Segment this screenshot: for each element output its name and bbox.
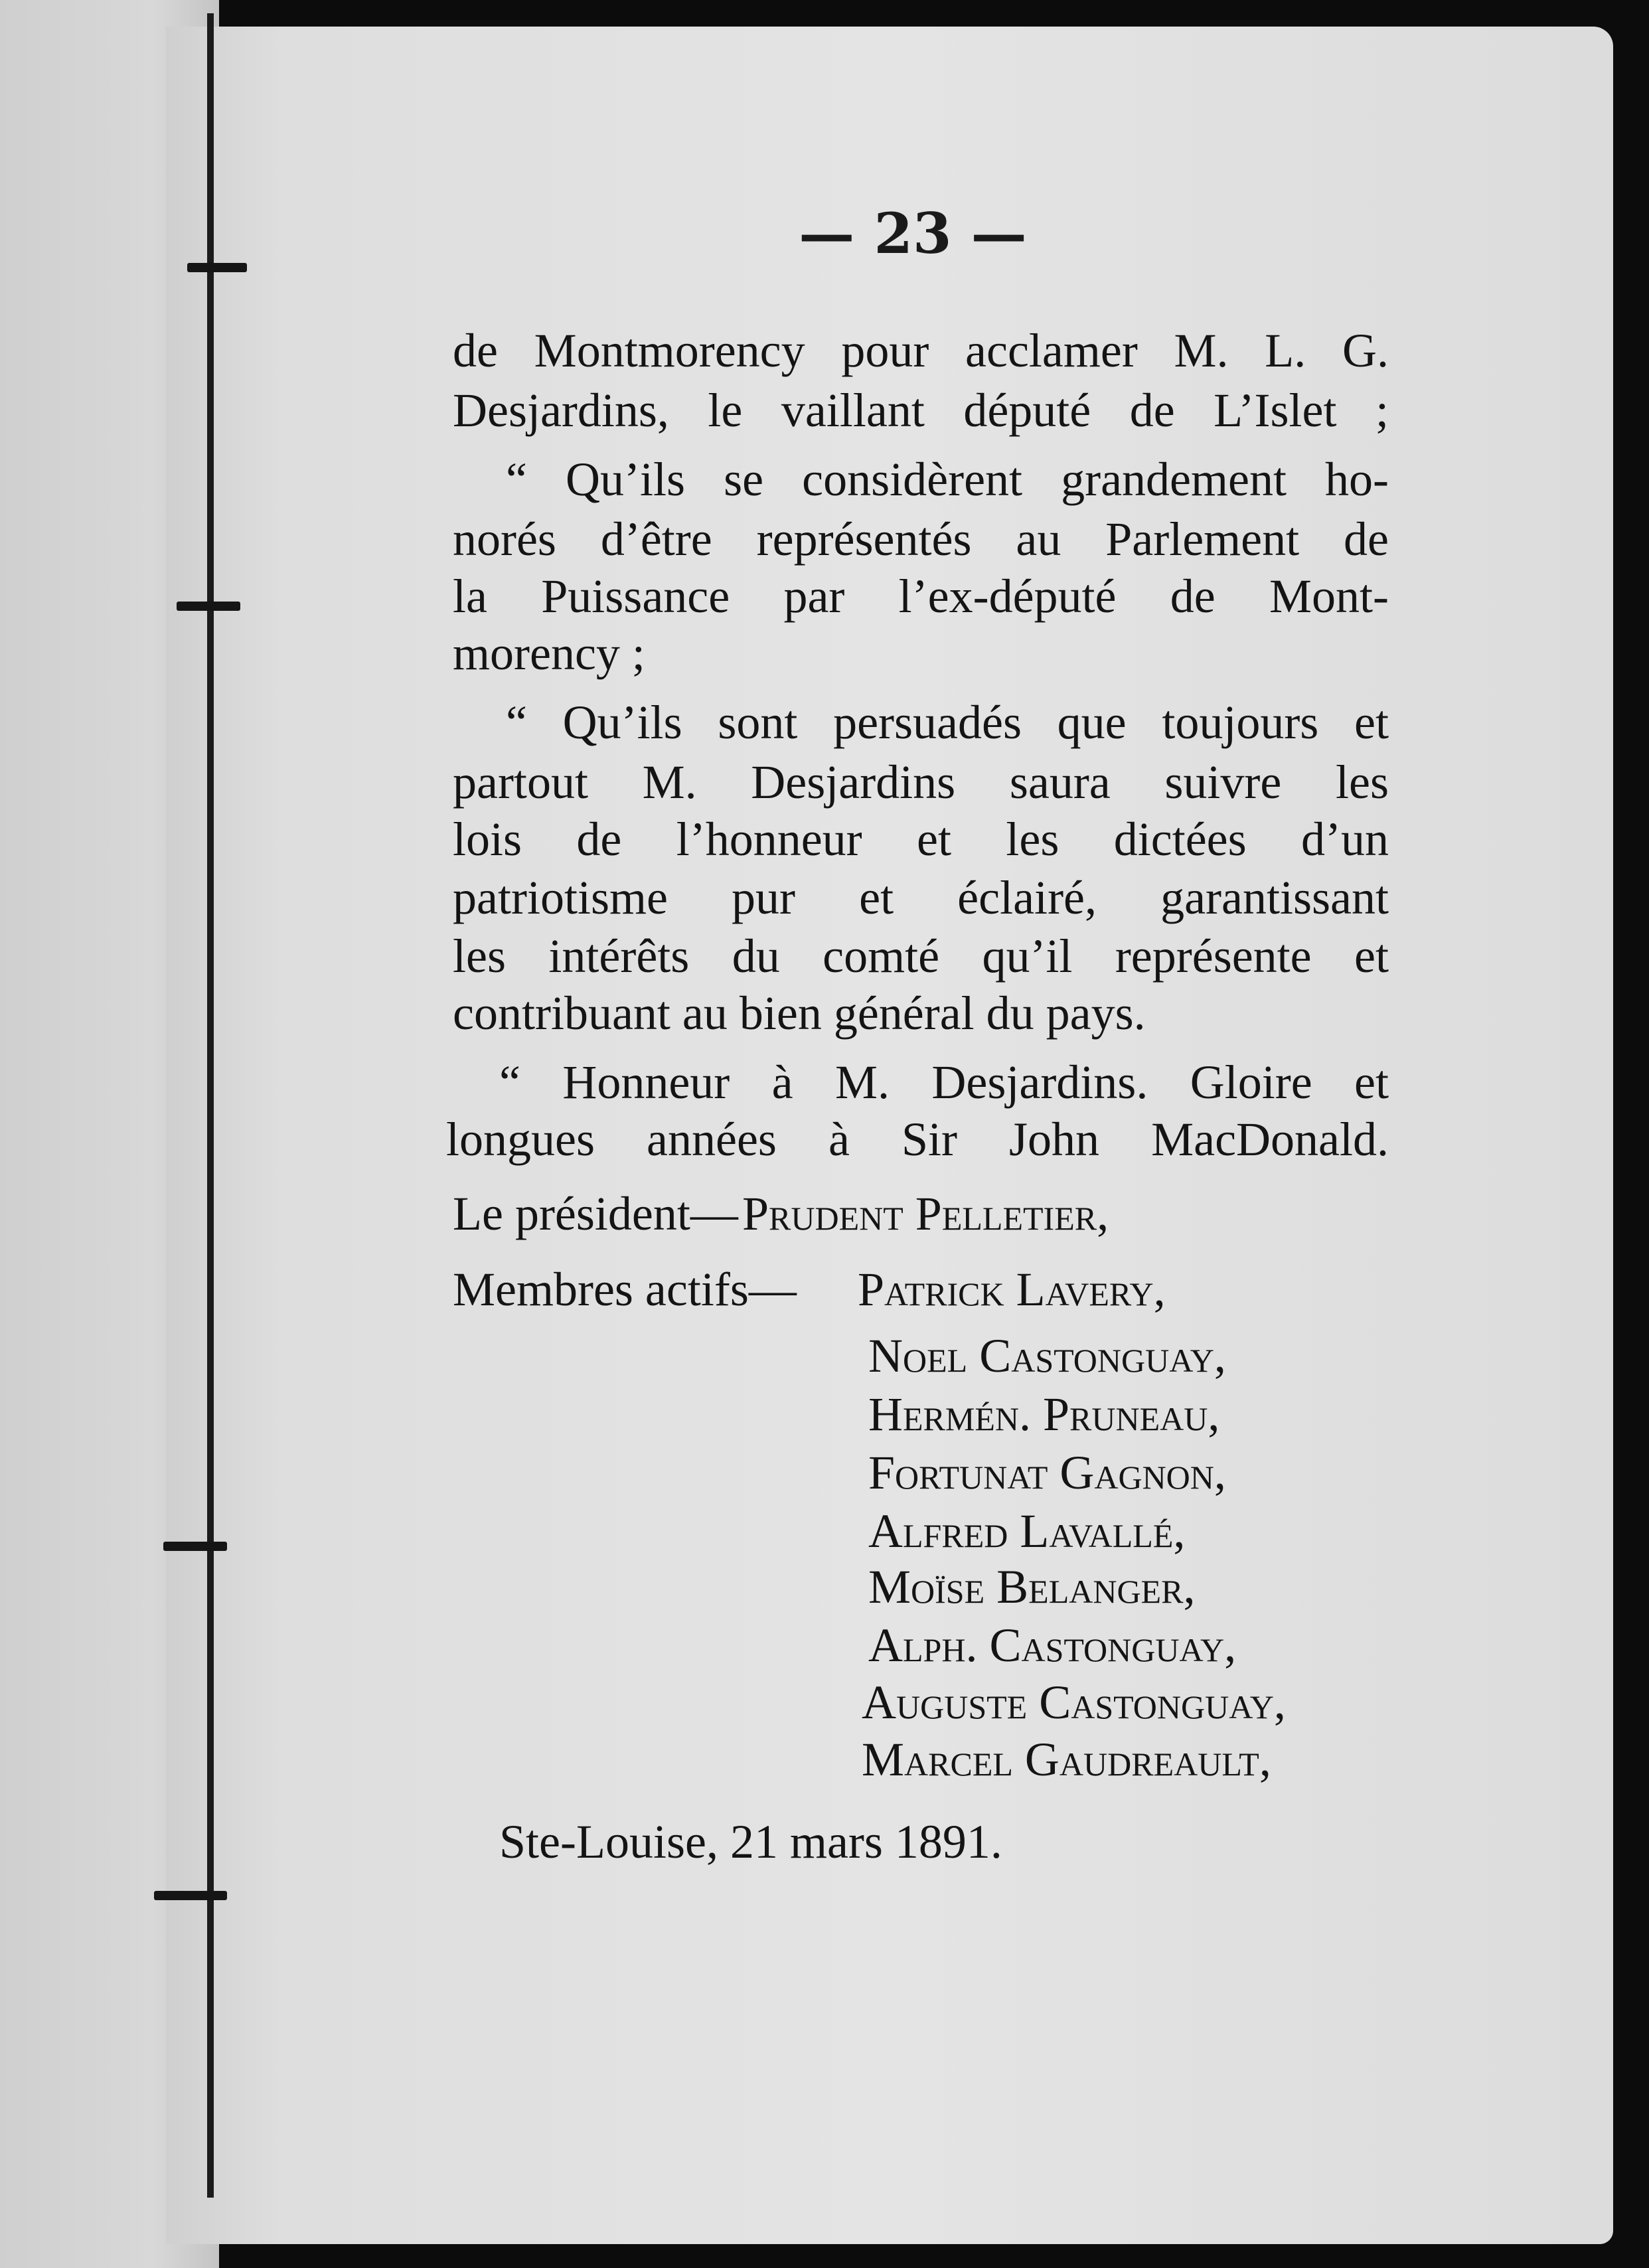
member-name: Noel Castonguay, (868, 1329, 1226, 1382)
text-line: lois de l’honneur et les dictées d’un (453, 813, 1389, 866)
page-number: — 23 — (799, 201, 1027, 266)
text-line: patriotisme pur et éclairé, garantissant (453, 871, 1389, 924)
text-line: les intérêts du comté qu’il représente et (453, 930, 1389, 983)
text-line: “ Qu’ils se considèrent grandement ho- (506, 453, 1389, 506)
member-name: Hermén. Pruneau, (868, 1388, 1220, 1441)
text-line: contribuant au bien général du pays. (453, 987, 1146, 1040)
text-line: Desjardins, le vaillant député de L’Islet ; (453, 384, 1389, 437)
president-label: Le président— (453, 1187, 738, 1240)
binding-stitch (187, 263, 247, 272)
text-line: “ Qu’ils sont persuadés que toujours et (506, 696, 1389, 749)
member-name: Moïse Belanger, (868, 1560, 1196, 1613)
text-line: de Montmorency pour acclamer M. L. G. (453, 324, 1389, 377)
text-line: la Puissance par l’ex-député de Mont- (453, 570, 1389, 623)
member-name: Patrick Lavery, (858, 1263, 1166, 1316)
text-line: longues années à Sir John MacDonald. (446, 1113, 1389, 1166)
place-date: Ste-Louise, 21 mars 1891. (499, 1815, 1002, 1868)
president-name: Prudent Pelletier, (742, 1187, 1109, 1240)
binding-stitch (177, 602, 240, 611)
text-line: partout M. Desjardins saura suivre les (453, 756, 1389, 809)
text-line: norés d’être représentés au Parlement de (453, 513, 1389, 566)
member-name: Fortunat Gagnon, (868, 1446, 1226, 1499)
member-name: Auguste Castonguay, (862, 1676, 1286, 1729)
member-name: Marcel Gaudreault, (862, 1733, 1271, 1786)
text-line: morency ; (453, 627, 645, 680)
member-name: Alph. Castonguay, (868, 1619, 1237, 1672)
members-label: Membres actifs— (453, 1263, 797, 1316)
member-name: Alfred Lavallé, (868, 1504, 1186, 1558)
binding-spine (207, 13, 214, 2198)
binding-stitch (163, 1542, 227, 1551)
text-line: “ Honneur à M. Desjardins. Gloire et (499, 1056, 1389, 1109)
binding-stitch (154, 1891, 227, 1900)
